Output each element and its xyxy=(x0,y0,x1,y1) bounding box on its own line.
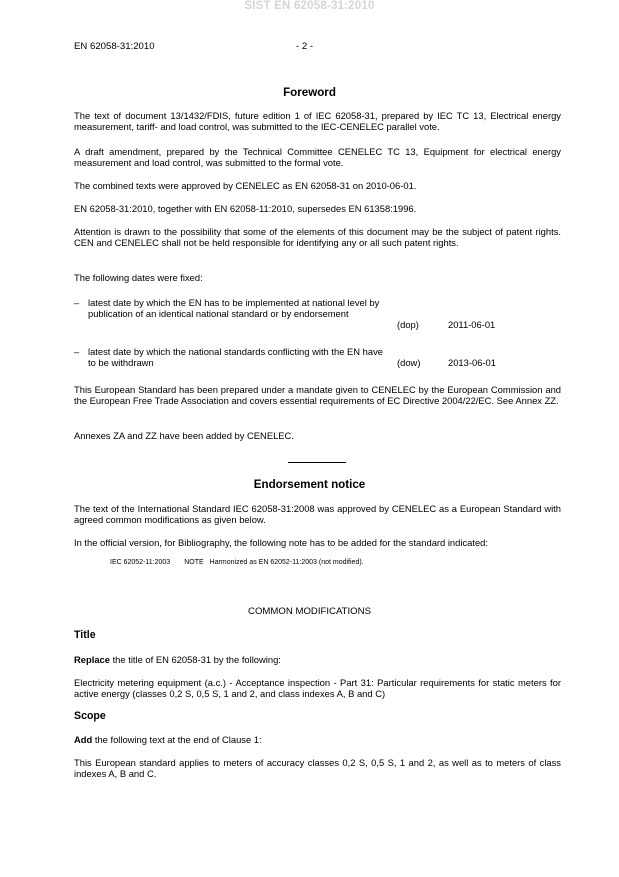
foreword-paragraph-6: The following dates were fixed: xyxy=(74,272,203,283)
watermark: SIST EN 62058-31:2010 xyxy=(244,0,375,12)
replace-keyword: Replace xyxy=(74,654,110,665)
date-item-code: (dop) xyxy=(397,319,419,330)
add-keyword: Add xyxy=(74,734,93,745)
replace-text: the title of EN 62058-31 by the following: xyxy=(109,654,281,665)
note-reference: IEC 62052-11:2003 xyxy=(110,559,171,566)
endorsement-paragraph-2: In the official version, for Bibliography, the following note has to be added for the standard indicated: xyxy=(74,537,488,548)
date-item-dash: – xyxy=(74,346,80,357)
note-label: NOTE xyxy=(184,559,204,566)
new-title-text: Electricity metering equipment (a.c.) - Acceptance inspection - Part 31: Particular requirements for static meters for active energy (classes 0,2 S, 0,5 S, 1 and 2, and class indexes A, B and C) xyxy=(74,677,561,699)
foreword-paragraph-1: The text of document 13/1432/FDIS, future edition 1 of IEC 62058-31, prepared by IEC TC 13, Electrical energy measurement, tariff- and load control, was submitted to the IEC-CENELEC parallel vote. xyxy=(74,110,561,132)
header-doc-id: EN 62058-31:2010 xyxy=(74,41,155,52)
add-instruction xyxy=(74,734,561,745)
replace-instruction xyxy=(74,654,561,665)
header-page-number: - 2 - xyxy=(296,41,314,52)
title-heading: Title xyxy=(74,629,96,641)
add-text: the following text at the end of Clause 1: xyxy=(92,734,262,745)
foreword-paragraph-7: This European Standard has been prepared under a mandate given to CENELEC by the European Commission and the European Free Trade Association and covers essential requirements of EC Directive 2004/22/EC. See Annex ZZ. xyxy=(74,384,561,406)
foreword-paragraph-2: A draft amendment, prepared by the Technical Committee CENELEC TC 13, Equipment for electrical energy measurement and load control, was submitted to the formal vote. xyxy=(74,146,561,168)
scope-text: This European standard applies to meters of accuracy classes 0,2 S, 0,5 S, 1 and 2, as well as to meters of class indexes A, B and C. xyxy=(74,757,561,779)
section-divider xyxy=(288,462,346,463)
date-item-text: latest date by which the EN has to be implemented at national level by publication of an identical national standard or by endorsement xyxy=(88,297,380,319)
date-item-code: (dow) xyxy=(397,357,421,368)
foreword-paragraph-8: Annexes ZA and ZZ have been added by CENELEC. xyxy=(74,430,294,441)
bibliography-note xyxy=(110,559,378,566)
foreword-title: Foreword xyxy=(283,86,336,99)
endorsement-paragraph-1: The text of the International Standard IEC 62058-31:2008 was approved by CENELEC as a European Standard with agreed common modifications as given below. xyxy=(74,503,561,525)
foreword-paragraph-3: The combined texts were approved by CENELEC as EN 62058-31 on 2010-06-01. xyxy=(74,180,417,191)
date-item-text: latest date by which the national standards conflicting with the EN have to be withdrawn xyxy=(88,346,383,368)
date-item-dash: – xyxy=(74,297,80,308)
common-modifications-heading: COMMON MODIFICATIONS xyxy=(248,606,371,617)
foreword-paragraph-5: Attention is drawn to the possibility that some of the elements of this document may be the subject of patent rights. CEN and CENELEC shall not be held responsible for identifying any or all such patent rights. xyxy=(74,226,561,248)
scope-heading: Scope xyxy=(74,710,106,722)
date-item-date: 2011-06-01 xyxy=(448,319,496,330)
note-text: Harmonized as EN 62052-11:2003 (not modified). xyxy=(209,559,364,566)
date-item-date: 2013-06-01 xyxy=(448,357,496,368)
foreword-paragraph-4: EN 62058-31:2010, together with EN 62058-11:2010, supersedes EN 61358:1996. xyxy=(74,203,417,214)
endorsement-title: Endorsement notice xyxy=(253,478,366,491)
